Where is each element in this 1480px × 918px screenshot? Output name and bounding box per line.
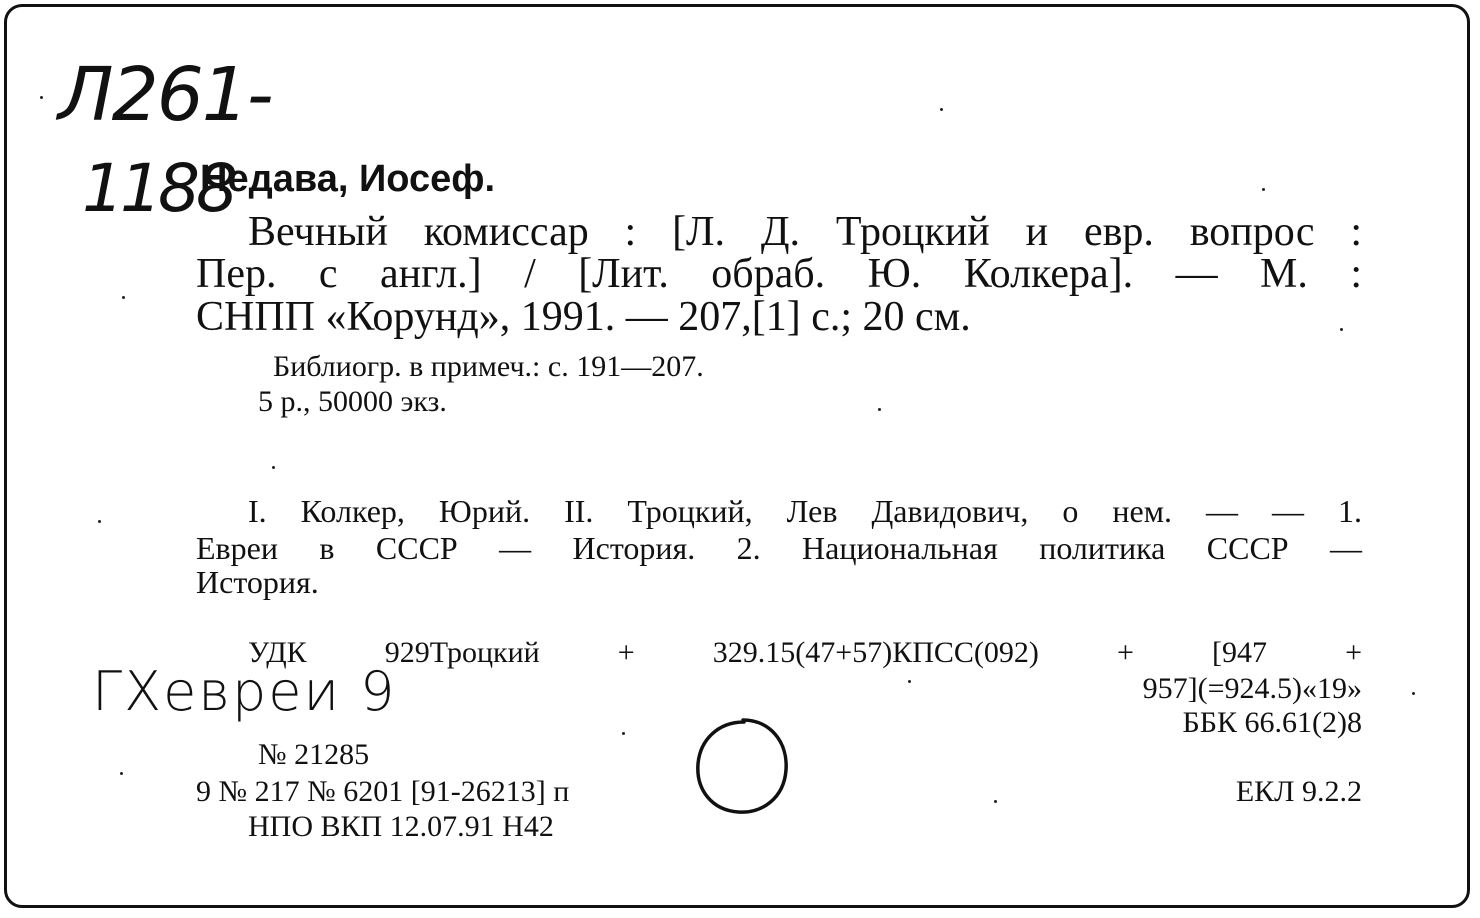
speck [272,466,275,469]
speck [1412,692,1415,695]
ekl-code: ЕКЛ 9.2.2 [1235,775,1362,808]
tracings-line-2: Евреи в СССР — История. 2. Национальная политика СССР — [196,530,1362,566]
speck [622,732,625,735]
speck [994,800,997,803]
udc-line-2: 957](=924.5)«19» [1142,672,1362,705]
udc-line-1: УДК 929Троцкий + 329.15(47+57)КПСС(092) + [947 + [248,636,1362,669]
speck [908,680,911,683]
speck [940,108,943,111]
speck [40,96,43,99]
author-heading: Недава, Иосеф. [200,158,496,200]
shelf-mark-top: Л261- [58,52,272,138]
order-line: 9 № 217 № 6201 [91-26213] п [196,775,570,808]
print-number: № 21285 [258,738,370,771]
speck [878,408,881,411]
speck [1340,328,1343,331]
circle-mark-icon [688,712,798,822]
title-line-2: Пер. с англ.] / [Лит. обраб. Ю. Колкера]. — М. : [196,251,1362,297]
speck [98,520,101,523]
speck [1262,188,1265,191]
handwritten-subject-note: ГXевреи 9 [92,660,397,723]
speck [120,772,123,775]
tracings-line-1: I. Колкер, Юрий. II. Троцкий, Лев Давидович, о нем. — — 1. [248,493,1362,529]
shelf-mark-bottom: 1188 [82,150,234,227]
bibliography-note: Библиогр. в примеч.: с. 191—207. [273,350,704,383]
price-run-note: 5 р., 50000 экз. [258,385,447,418]
tracings-line-3: История. [196,564,319,600]
title-line-1: Вечный комиссар : [Л. Д. Троцкий и евр. вопрос : [248,209,1362,255]
publisher-line: НПО ВКП 12.07.91 Н42 [248,810,554,843]
bbk-code: ББК 66.61(2)8 [1182,706,1362,739]
speck [122,296,125,299]
title-line-3: СНПП «Корунд», 1991. — 207,[1] с.; 20 см. [196,294,971,340]
